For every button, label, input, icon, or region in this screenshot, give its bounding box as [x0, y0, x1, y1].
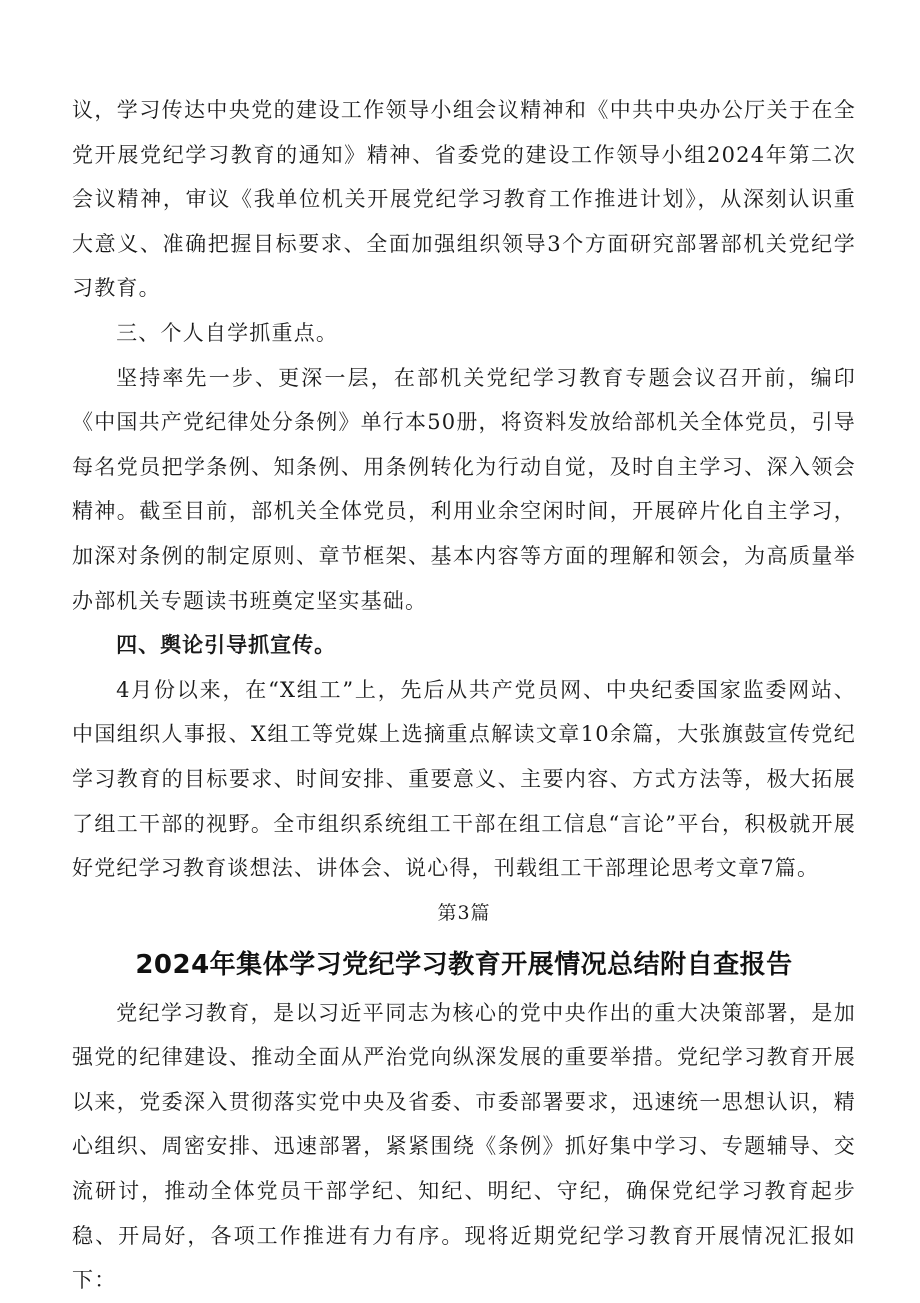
body-paragraph: 党纪学习教育，是以习近平同志为核心的党中央作出的重大决策部署，是加强党的纪律建设、推动全面从严治党向纵深发展的重要举措。党纪学习教育开展以来，党委深入贯彻落实党中央及省委、市委部署要求，迅速统一思想认识，精心组织、周密安排、迅速部署，紧紧围绕《条例》抓好集中学习、专题辅导、交流研讨，推动全体党员干部学纪、知纪、明纪、守纪，确保党纪学习教育起步稳、开局好，各项工作推进有力有序。现将近期党纪学习教育开展情况汇报如下：	[72, 1000, 856, 1293]
section-3-heading: 三、个人自学抓重点。	[116, 320, 339, 345]
section-3-paragraph: 坚持率先一步、更深一层，在部机关党纪学习教育专题会议召开前，编印《中国共产党纪律处分条例》单行本50册，将资料发放给部机关全体党员，引导每名党员把学条例、知条例、用条例转化为行动自觉，及时自主学习、深入领会精神。截至目前，部机关全体党员，利用业余空闲时间，开展碎片化自主学习，加深对条例的制定原则、章节框架、基本内容等方面的理解和领会，为高质量举办部机关专题读书班奠定坚实基础。	[72, 365, 856, 613]
document-title: 2024年集体学习党纪学习教育开展情况总结附自查报告	[135, 949, 793, 980]
section-number: 第3篇	[437, 901, 491, 924]
intro-paragraph: 议，学习传达中央党的建设工作领导小组会议精神和《中共中央办公厅关于在全党开展党纪学习教育的通知》精神、省委党的建设工作领导小组2024年第二次会议精神，审议《我单位机关开展党纪学习教育工作推进计划》，从深刻认识重大意义、准确把握目标要求、全面加强组织领导3个方面研究部署部机关党纪学习教育。	[72, 98, 856, 301]
document-content	[72, 88, 856, 1303]
section-4-heading: 四、舆论引导抓宣传。	[116, 633, 337, 658]
section-4-paragraph: 4月份以来，在“X组工”上，先后从共产党员网、中央纪委国家监委网站、中国组织人事报、X组工等党媒上选摘重点解读文章10余篇，大张旗鼓宣传党纪学习教育的目标要求、时间安排、重要意义、主要内容、方式方法等，极大拓展了组工干部的视野。全市组织系统组工干部在组工信息“言论”平台，积极就开展好党纪学习教育谈想法、讲体会、说心得，刊载组工干部理论思考文章7篇。	[72, 677, 856, 881]
